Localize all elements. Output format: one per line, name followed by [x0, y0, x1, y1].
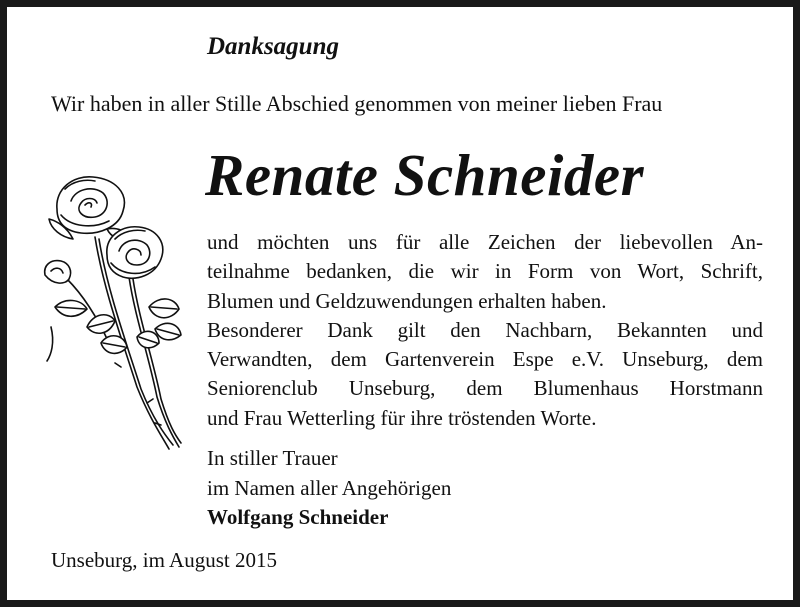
paragraph-line: Besonderer Dank gilt den Nachbarn, Bekannten und [207, 317, 763, 342]
paragraph-line: teilnahme bedanken, die wir in Form von Wort, Schrift, [207, 259, 763, 284]
signoff-line: im Namen aller Angehörigen [207, 475, 452, 500]
paragraph-line: Blumen und Geldzuwendungen erhalten haben. [207, 288, 607, 313]
deceased-name: Renate Schneider [205, 142, 645, 208]
paragraph-line: Seniorenclub Unseburg, dem Blumenhaus Horstmann [207, 376, 763, 401]
paragraph-line: und Frau Wetterling für ihre tröstenden Worte. [207, 405, 597, 430]
signoff-line: In stiller Trauer [207, 446, 338, 470]
paragraph-line: und möchten uns für alle Zeichen der liebevollen An- [207, 230, 763, 254]
place-date: Unseburg, im August 2015 [51, 548, 277, 572]
roses-illustration [37, 167, 197, 457]
signoff-block [207, 444, 451, 533]
intro-text: Wir haben in aller Stille Abschied genommen von meiner lieben Frau [51, 91, 663, 116]
signer-name: Wolfgang Schneider [207, 505, 389, 529]
paragraph-line: Verwandten, dem Gartenverein Espe e.V. Unseburg, dem [207, 347, 763, 372]
notice-heading: Danksagung [207, 33, 339, 60]
thanks-paragraph [207, 228, 763, 433]
